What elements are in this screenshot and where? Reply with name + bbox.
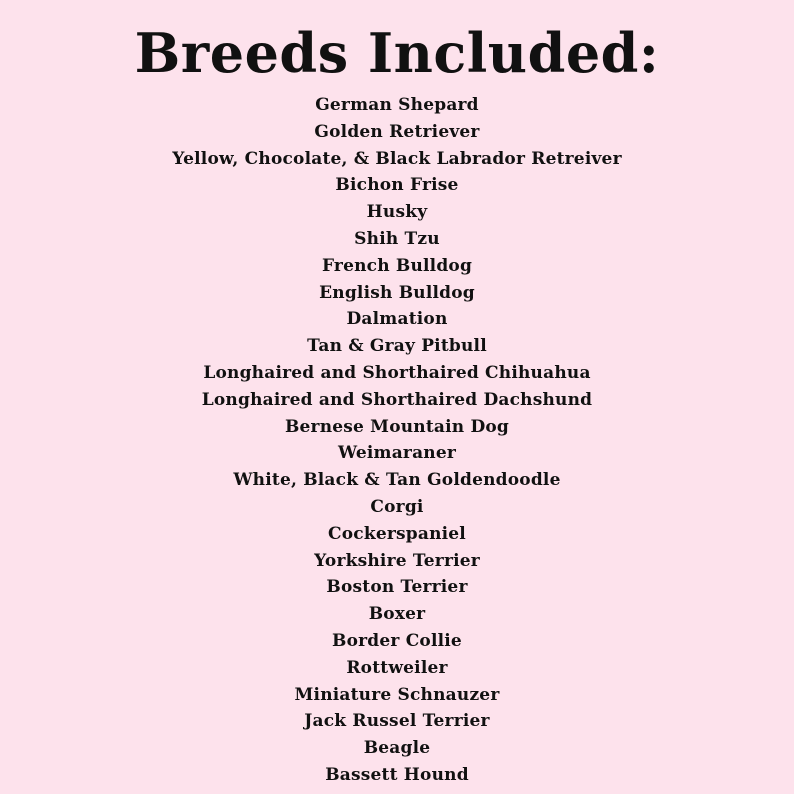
breed-item: Longhaired and Shorthaired Dachshund xyxy=(201,389,593,410)
breed-item: White, Black & Tan Goldendoodle xyxy=(233,470,561,491)
breed-item: Golden Retriever xyxy=(314,121,480,142)
breed-item: Beagle xyxy=(363,738,431,759)
breed-item: French Bulldog xyxy=(321,255,473,276)
breed-item: Bernese Mountain Dog xyxy=(284,416,510,437)
breed-item: Boston Terrier xyxy=(326,577,468,598)
page-title: Breeds Included: xyxy=(134,21,660,85)
breed-item: Bassett Hound xyxy=(325,764,469,785)
breed-item: Yorkshire Terrier xyxy=(314,550,480,571)
breed-item: Yellow, Chocolate, & Black Labrador Retreiver xyxy=(172,148,622,169)
breed-item: Jack Russel Terrier xyxy=(304,711,490,732)
breed-item: Shih Tzu xyxy=(354,228,440,249)
breed-item: English Bulldog xyxy=(319,282,475,303)
breed-list xyxy=(0,92,794,789)
breed-item: Husky xyxy=(366,202,428,223)
breed-item: Bichon Frise xyxy=(335,175,459,196)
breed-item: Corgi xyxy=(370,496,424,517)
breed-item: Weimaraner xyxy=(337,443,457,464)
breed-item: Boxer xyxy=(368,604,426,625)
breed-item: Tan & Gray Pitbull xyxy=(307,336,487,357)
breed-item: Border Collie xyxy=(332,630,462,651)
breed-item: German Shepard xyxy=(315,95,479,115)
breed-item: Dalmation xyxy=(346,309,448,330)
breed-item: Longhaired and Shorthaired Chihuahua xyxy=(203,362,591,383)
breed-item: Cockerspaniel xyxy=(328,523,466,544)
breed-item: Rottweiler xyxy=(346,657,448,678)
breed-item: Miniature Schnauzer xyxy=(294,684,500,705)
